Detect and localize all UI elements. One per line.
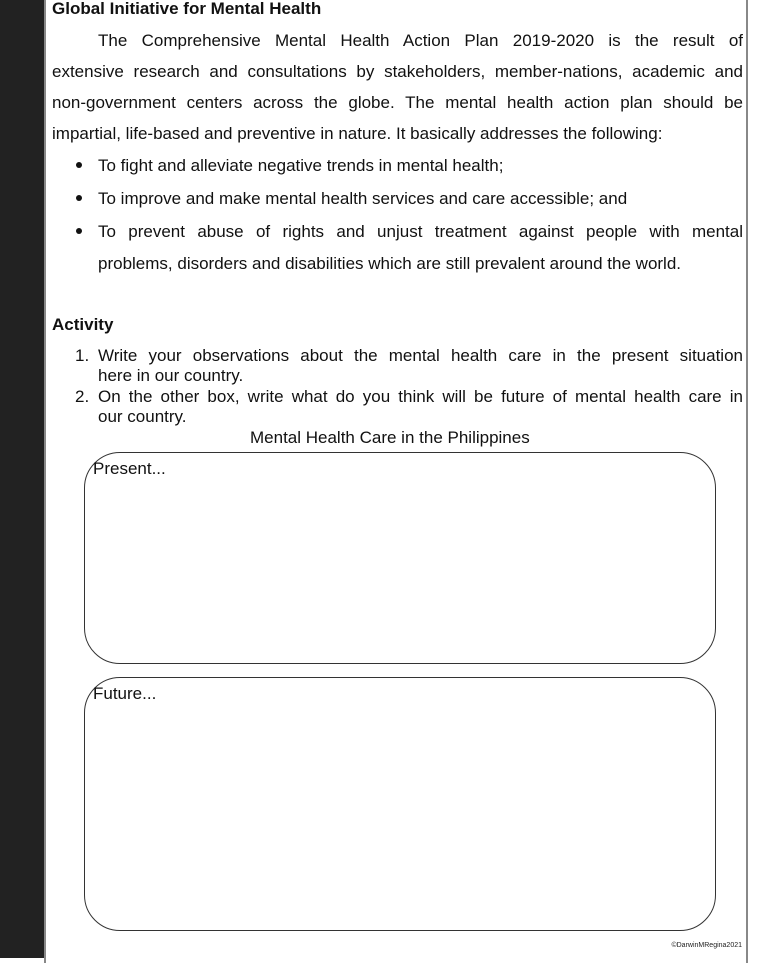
bullet-icon [76, 195, 82, 201]
boxes-title: Mental Health Care in the Philippines [250, 428, 530, 447]
paragraph-line: The Comprehensive Mental Health Action Plan 2019-2020 is the result of [98, 31, 743, 50]
bullet-item: To improve and make mental health services and care accessible; and [98, 189, 628, 208]
list-number: 2. [75, 387, 90, 406]
future-label: Future... [93, 684, 157, 703]
activity-item: Write your observations about the mental health care in the present situation [98, 346, 743, 365]
activity-item-continuation: our country. [98, 407, 187, 426]
bullet-icon [76, 162, 82, 168]
activity-item: On the other box, write what do you think will be future of mental health care in [98, 387, 743, 406]
section-title: Global Initiative for Mental Health [52, 0, 322, 18]
bullet-item: To fight and alleviate negative trends in mental health; [98, 156, 504, 175]
future-answer-box[interactable] [84, 677, 716, 931]
bullet-item-continuation: problems, disorders and disabilities which are still prevalent around the world. [98, 254, 682, 273]
document-page [44, 0, 748, 963]
paragraph-line: extensive research and consultations by stakeholders, member-nations, academic and [52, 62, 743, 81]
bullet-icon [76, 228, 82, 234]
paragraph-line: impartial, life-based and preventive in nature. It basically addresses the following: [52, 124, 663, 143]
viewer-background [0, 0, 44, 958]
copyright-notice: ©DarwinMRegina2021 [671, 942, 742, 949]
present-label: Present... [93, 459, 166, 478]
present-answer-box[interactable] [84, 452, 716, 664]
bullet-item: To prevent abuse of rights and unjust treatment against people with mental [98, 222, 743, 241]
activity-item-continuation: here in our country. [98, 366, 244, 385]
activity-title: Activity [52, 315, 114, 334]
paragraph-line: non-government centers across the globe. The mental health action plan should be [52, 93, 743, 112]
list-number: 1. [75, 346, 90, 365]
